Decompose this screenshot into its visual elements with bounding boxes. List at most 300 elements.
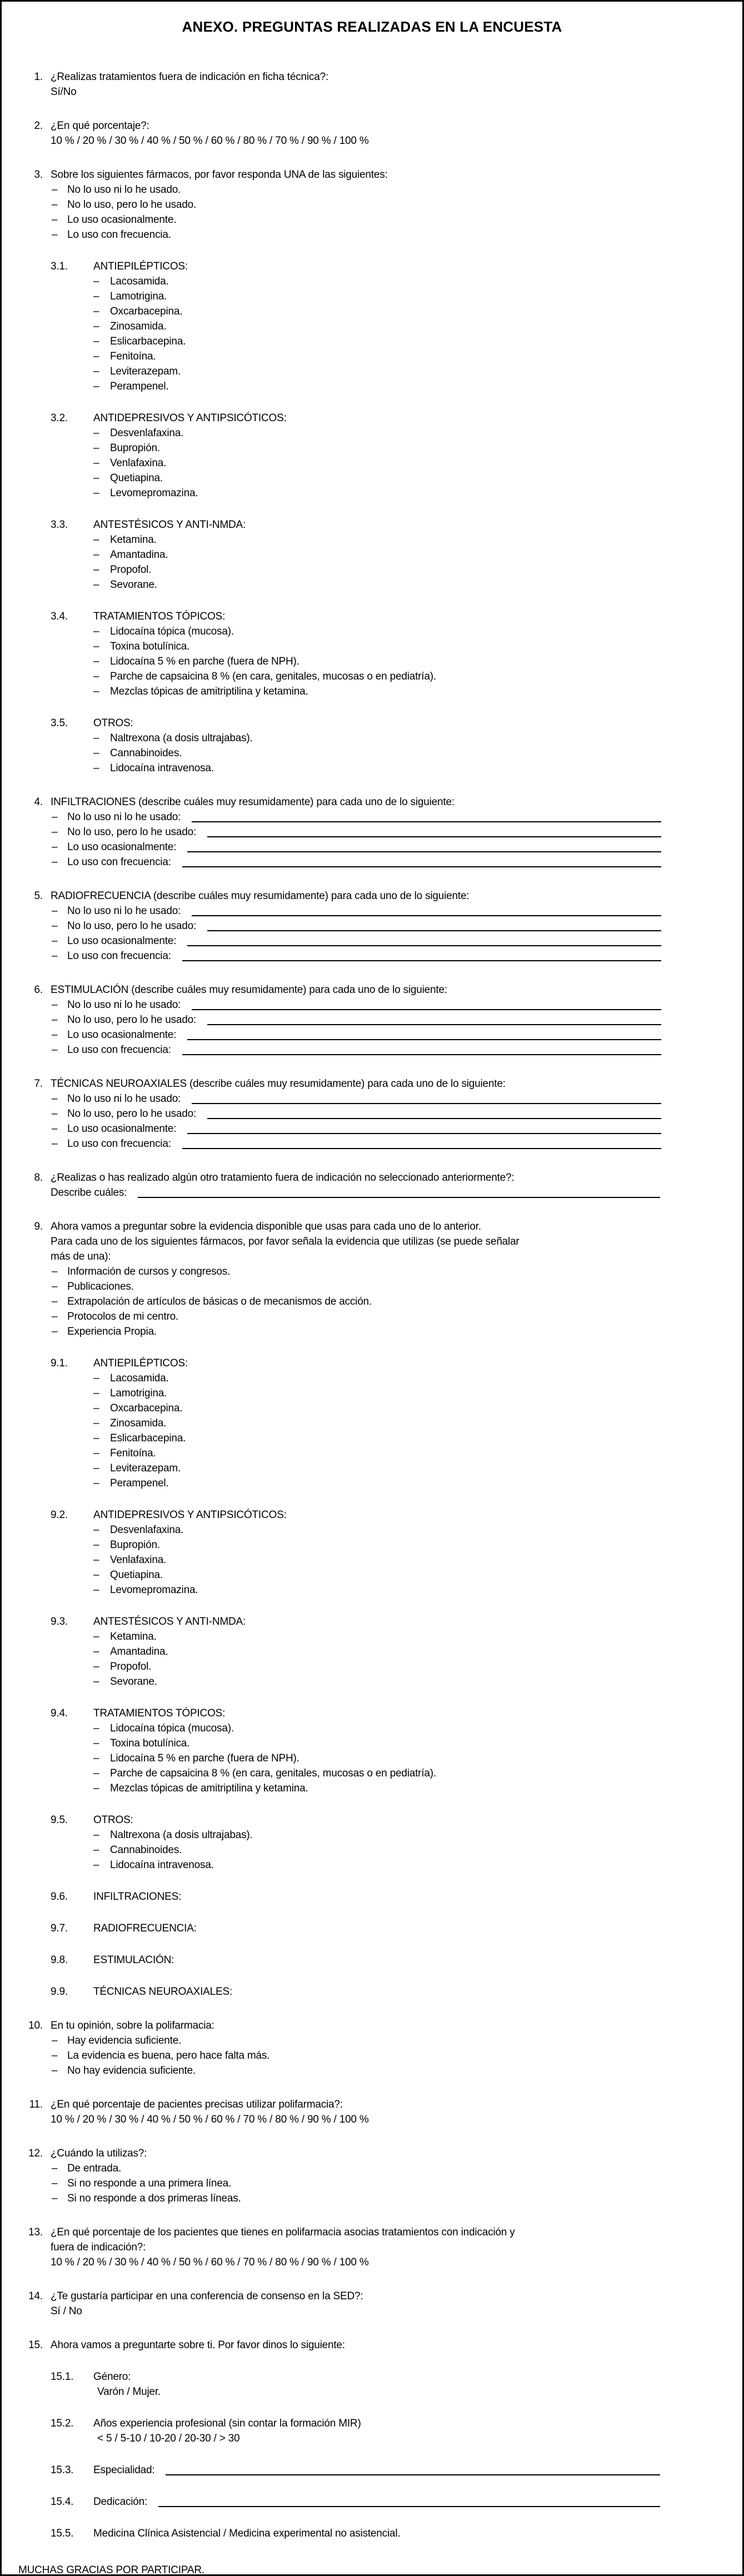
item-text: No lo uso ni lo he usado. <box>67 184 181 196</box>
dash-bullet: – <box>93 1646 99 1658</box>
dash-bullet: – <box>52 2163 58 2174</box>
dash-bullet: – <box>52 2193 58 2204</box>
question-row <box>2 795 742 870</box>
item-text: Venlafaxina. <box>110 457 167 469</box>
dash-bullet: – <box>52 1014 58 1026</box>
question-number: 14. <box>28 2290 43 2302</box>
list-item <box>52 197 742 212</box>
subsection-9-3 <box>51 1614 742 1689</box>
footer-text: MUCHAS GRACIAS POR PARTICIPAR. <box>18 2564 204 2576</box>
subsection-9-8 <box>51 1953 742 1968</box>
subsection-title: Especialidad: <box>93 2464 155 2476</box>
question-body <box>51 795 742 870</box>
subsection-title: Dedicación: <box>93 2496 148 2508</box>
dash-bullet: – <box>52 214 58 226</box>
item-text: Amantadina. <box>110 1646 168 1658</box>
list-item <box>93 486 742 501</box>
item-text: Información de cursos y congresos. <box>67 1266 231 1277</box>
subsection-number: 9.6. <box>51 1891 68 1903</box>
subsection-number: 3.5. <box>51 717 68 729</box>
dash-bullet: – <box>52 1296 58 1307</box>
dash-bullet: – <box>93 762 99 774</box>
question-body <box>51 2225 742 2270</box>
dash-bullet: – <box>93 1738 99 1749</box>
subsection-title: OTROS: <box>93 717 133 729</box>
dash-bullet: – <box>93 1402 99 1414</box>
dash-bullet: – <box>93 381 99 392</box>
list-item <box>52 2176 742 2191</box>
subsection-title: TÉCNICAS NEUROAXIALES: <box>93 1986 233 1998</box>
subsection-row <box>51 1921 660 1936</box>
subsection-number: 3.4. <box>51 611 68 622</box>
list-item <box>93 654 742 669</box>
dash-bullet: – <box>93 351 99 362</box>
item-text: Oxcarbacepina. <box>110 1402 183 1414</box>
list-item <box>93 1401 742 1416</box>
question-row <box>2 888 742 963</box>
subsection-row <box>51 1889 660 1904</box>
item-text: Levomepromazina. <box>110 1584 198 1596</box>
list-item <box>93 349 742 364</box>
list-item <box>93 426 742 441</box>
subsection-row <box>51 609 660 624</box>
item-text: Desvenlafaxina. <box>110 427 184 439</box>
question-number: 6. <box>34 984 43 996</box>
question-body <box>51 69 742 99</box>
subsection-9-6 <box>51 1889 742 1904</box>
list-item <box>93 1552 742 1567</box>
question-9 <box>2 1219 742 1999</box>
question-title: Sobre los siguientes fármacos, por favor responda UNA de las siguientes: <box>51 169 388 181</box>
dash-bullet: – <box>93 1676 99 1688</box>
list-item <box>52 1279 742 1294</box>
dash-bullet: – <box>52 2178 58 2189</box>
subsection-title: ANTIEPILÉPTICOS: <box>93 1357 188 1369</box>
subsection-title: ESTIMULACIÓN: <box>93 1954 174 1966</box>
dash-bullet: – <box>93 1783 99 1794</box>
questions-list <box>2 69 742 2541</box>
item-text: No hay evidencia suficiente. <box>67 2065 196 2076</box>
question-row <box>2 2289 742 2319</box>
item-text: Amantadina. <box>110 549 168 561</box>
dash-bullet: – <box>93 1569 99 1581</box>
item-text: Lidocaína tópica (mucosa). <box>110 1723 234 1734</box>
list-item <box>52 182 742 197</box>
subsection-9-4 <box>51 1706 742 1796</box>
item-text: Zinosamida. <box>110 321 167 332</box>
dash-bullet: – <box>93 671 99 682</box>
question-15 <box>2 2338 742 2541</box>
subsection-number: 3.2. <box>51 412 68 424</box>
item-text: Lacosamida. <box>110 1372 169 1384</box>
item-text: Perampenel. <box>110 381 169 392</box>
subsection-3-1 <box>51 259 742 394</box>
question-body <box>51 2338 742 2541</box>
fill-in-label: No lo uso, pero lo he usado: <box>67 826 197 838</box>
question-row <box>2 69 742 99</box>
dash-bullet: – <box>93 1417 99 1429</box>
item-text: Fenitoína. <box>110 1447 156 1459</box>
list-item <box>93 1766 742 1781</box>
question-row <box>2 1076 742 1151</box>
list-item <box>93 1721 742 1736</box>
item-text: Parche de capsaicina 8 % (en cara, genitales, mucosas o en pediatría). <box>110 671 436 682</box>
subsection-9-7 <box>51 1921 742 1936</box>
subsection-15-2 <box>51 2416 742 2446</box>
item-text: Sevorane. <box>110 579 157 591</box>
fill-in-row <box>51 1185 660 1200</box>
item-text: Lacosamida. <box>110 276 169 287</box>
subsection-title: Medicina Clínica Asistencial / Medicina experimental no asistencial. <box>93 2528 401 2539</box>
list-item <box>93 577 742 592</box>
question-number: 7. <box>34 1078 43 1090</box>
item-text: Hay evidencia suficiente. <box>67 2035 182 2046</box>
subsection-row <box>51 2526 660 2541</box>
list-item <box>93 669 742 684</box>
subsection-number: 9.1. <box>51 1357 68 1369</box>
subsection-number: 15.2. <box>51 2418 74 2429</box>
item-text: Propofol. <box>110 1661 152 1673</box>
subsection-3-5 <box>51 716 742 776</box>
question-number: 13. <box>28 2226 43 2238</box>
item-text: Levomepromazina. <box>110 487 198 499</box>
question-body <box>51 167 742 776</box>
item-text: Mezclas tópicas de amitriptilina y ketamina. <box>110 686 308 697</box>
list-item <box>52 2033 742 2048</box>
item-text: Ketamina. <box>110 1631 157 1643</box>
fill-in-row <box>52 1042 661 1057</box>
subsection-title: ANTIEPILÉPTICOS: <box>93 261 188 272</box>
answer-options: 10 % / 20 % / 30 % / 40 % / 50 % / 60 % / 70 % / 80 % / 90 % / 100 % <box>51 2257 369 2268</box>
subsection-number: 15.4. <box>51 2496 74 2508</box>
fill-in-line <box>187 851 661 852</box>
fill-in-label: Lo uso ocasionalmente: <box>67 841 177 853</box>
list-item <box>52 2191 742 2206</box>
item-text: Venlafaxina. <box>110 1554 167 1566</box>
subsection-row <box>51 1953 660 1968</box>
question-row <box>2 2146 742 2206</box>
dash-bullet: – <box>93 1723 99 1734</box>
question-row <box>2 118 742 148</box>
question-row <box>2 1219 742 1999</box>
fill-in-line <box>207 930 661 931</box>
dash-bullet: – <box>93 1539 99 1551</box>
fill-in-line <box>207 1117 661 1119</box>
list-item <box>93 1476 742 1491</box>
fill-in-line <box>182 1147 661 1149</box>
fill-in-row <box>52 810 661 825</box>
subsection-number: 9.5. <box>51 1814 68 1826</box>
list-item <box>52 1294 742 1309</box>
list-item <box>93 304 742 319</box>
dash-bullet: – <box>93 656 99 667</box>
fill-in-label: Lo uso ocasionalmente: <box>67 1029 177 1041</box>
question-title: ¿En qué porcentaje?: <box>51 120 149 132</box>
question-title: Para cada uno de los siguientes fármacos, por favor señala la evidencia que utilizas (se puede señalar <box>51 1236 520 1247</box>
item-text: Cannabinoides. <box>110 747 182 759</box>
fill-in-label: No lo uso ni lo he usado: <box>67 905 181 917</box>
dash-bullet: – <box>93 276 99 287</box>
item-text: Lidocaína intravenosa. <box>110 1859 214 1871</box>
dash-bullet: – <box>52 2035 58 2046</box>
question-body <box>51 888 742 963</box>
item-text: Si no responde a dos primeras líneas. <box>67 2193 241 2204</box>
item-text: Eslicarbacepina. <box>110 336 186 347</box>
fill-in-row <box>52 997 661 1012</box>
list-item <box>93 1371 742 1386</box>
fill-in-line <box>192 1102 661 1104</box>
dash-bullet: – <box>93 549 99 561</box>
fill-in-line <box>182 866 661 867</box>
subsection-number: 3.3. <box>51 519 68 531</box>
fill-in-label: Describe cuáles: <box>51 1187 127 1199</box>
dash-bullet: – <box>52 920 58 932</box>
list-item <box>93 761 742 776</box>
question-number: 12. <box>28 2148 43 2159</box>
list-item <box>93 746 742 761</box>
list-item <box>93 1386 742 1401</box>
fill-in-line <box>192 821 661 822</box>
fill-in-line <box>192 915 661 916</box>
item-text: Protocolos de mi centro. <box>67 1311 179 1322</box>
dash-bullet: – <box>93 442 99 454</box>
dash-bullet: – <box>52 1266 58 1277</box>
item-text: Leviterazepam. <box>110 366 181 377</box>
subsection-title: ANTESTÉSICOS Y ANTI-NMDA: <box>93 1616 246 1628</box>
subsection-title: INFILTRACIONES: <box>93 1891 182 1903</box>
list-item <box>52 2048 742 2063</box>
item-text: Ketamina. <box>110 534 157 546</box>
list-item <box>93 1659 742 1674</box>
question-2 <box>2 118 742 148</box>
dash-bullet: – <box>93 1829 99 1841</box>
item-text: Publicaciones. <box>67 1281 134 1292</box>
subsection-title: TRATAMIENTOS TÓPICOS: <box>93 611 226 622</box>
question-5 <box>2 888 742 963</box>
question-title: ¿Realizas tratamientos fuera de indicación en ficha técnica?: <box>51 71 329 83</box>
item-text: Quetiapina. <box>110 1569 163 1581</box>
dash-bullet: – <box>93 579 99 591</box>
fill-in-row <box>52 1106 661 1121</box>
list-item <box>93 532 742 547</box>
list-item <box>93 1674 742 1689</box>
item-text: Lidocaína 5 % en parche (fuera de NPH). <box>110 1753 299 1764</box>
fill-in-line <box>187 1132 661 1134</box>
list-item <box>93 1416 742 1431</box>
dash-bullet: – <box>52 905 58 917</box>
question-14 <box>2 2289 742 2319</box>
list-item <box>93 1843 742 1858</box>
fill-in-line <box>192 1009 661 1010</box>
dash-bullet: – <box>93 686 99 697</box>
dash-bullet: – <box>52 229 58 241</box>
fill-in-row <box>52 1012 661 1027</box>
answer-options: Sí/No <box>51 86 77 98</box>
subsection-row <box>51 1614 660 1629</box>
subsection-row <box>51 1706 660 1721</box>
question-number: 8. <box>34 1172 43 1184</box>
subsection-row <box>51 1813 660 1828</box>
dash-bullet: – <box>93 1661 99 1673</box>
fill-in-row <box>52 933 661 948</box>
question-body <box>51 2018 742 2078</box>
question-title: ¿Realizas o has realizado algún otro tratamiento fuera de indicación no seleccionado anteriormente?: <box>51 1172 515 1184</box>
item-text: Toxina botulínica. <box>110 1738 190 1749</box>
list-item <box>93 639 742 654</box>
fill-in-label: Lo uso ocasionalmente: <box>67 1123 177 1135</box>
list-item <box>93 1537 742 1552</box>
question-title: fuera de indicación?: <box>51 2241 146 2253</box>
list-item <box>93 379 742 394</box>
dash-bullet: – <box>52 841 58 853</box>
dash-bullet: – <box>93 747 99 759</box>
question-13 <box>2 2225 742 2270</box>
list-item <box>93 441 742 456</box>
item-text: Desvenlafaxina. <box>110 1524 184 1536</box>
item-text: No lo uso, pero lo he usado. <box>67 199 197 211</box>
item-text: Parche de capsaicina 8 % (en cara, genitales, mucosas o en pediatría). <box>110 1768 436 1779</box>
subsection-row <box>51 2463 660 2478</box>
fill-in-row <box>52 918 661 933</box>
fill-in-row <box>52 1091 661 1106</box>
dash-bullet: – <box>93 472 99 484</box>
dash-bullet: – <box>52 1044 58 1056</box>
item-text: Lo uso con frecuencia. <box>67 229 171 241</box>
fill-in-label: Lo uso con frecuencia: <box>67 950 171 962</box>
dash-bullet: – <box>93 1447 99 1459</box>
subsection-3-3 <box>51 517 742 592</box>
subsection-number: 9.3. <box>51 1616 68 1628</box>
subsection-row <box>51 1507 660 1522</box>
dash-bullet: – <box>93 1372 99 1384</box>
answer-options: Varón / Mujer. <box>97 2386 161 2398</box>
answer-options: < 5 / 5-10 / 10-20 / 20-30 / > 30 <box>97 2433 240 2444</box>
answer-options: 10 % / 20 % / 30 % / 40 % / 50 % / 60 % / 70 % / 80 % / 90 % / 100 % <box>51 2114 369 2125</box>
subsection-9-5 <box>51 1813 742 1873</box>
list-item <box>93 1751 742 1766</box>
list-item <box>93 274 742 289</box>
dash-bullet: – <box>93 1631 99 1643</box>
question-title: TÉCNICAS NEUROAXIALES (describe cuáles muy resumidamente) para cada uno de lo siguiente: <box>51 1078 506 1090</box>
list-item <box>93 456 742 471</box>
dash-bullet: – <box>93 1753 99 1764</box>
item-text: Sevorane. <box>110 1676 157 1688</box>
item-text: Lidocaína intravenosa. <box>110 762 214 774</box>
question-6 <box>2 982 742 1057</box>
fill-in-label: No lo uso ni lo he usado: <box>67 999 181 1011</box>
dash-bullet: – <box>93 1584 99 1596</box>
fill-in-line <box>182 1054 661 1055</box>
item-text: Bupropión. <box>110 442 160 454</box>
list-item <box>93 1582 742 1597</box>
fill-in-row <box>52 855 661 870</box>
item-text: Lamotrigina. <box>110 291 167 302</box>
fill-in-row <box>52 1136 661 1151</box>
fill-in-line <box>207 836 661 837</box>
dash-bullet: – <box>93 336 99 347</box>
fill-in-row <box>52 1121 661 1136</box>
subsection-number: 9.9. <box>51 1986 68 1998</box>
list-item <box>93 334 742 349</box>
subsection-row <box>51 517 660 532</box>
question-12 <box>2 2146 742 2206</box>
list-item <box>93 1828 742 1843</box>
question-row <box>2 2097 742 2127</box>
question-number: 2. <box>34 120 43 132</box>
dash-bullet: – <box>93 1462 99 1474</box>
fill-in-label: Lo uso con frecuencia: <box>67 1138 171 1150</box>
list-item <box>93 364 742 379</box>
question-body <box>51 982 742 1057</box>
list-item <box>52 227 742 242</box>
fill-in-label: No lo uso, pero lo he usado: <box>67 920 197 932</box>
dash-bullet: – <box>93 457 99 469</box>
question-title: En tu opinión, sobre la polifarmacia: <box>51 2020 214 2031</box>
item-text: Oxcarbacepina. <box>110 306 183 317</box>
dash-bullet: – <box>93 626 99 637</box>
list-item <box>93 1522 742 1537</box>
item-text: Lidocaína 5 % en parche (fuera de NPH). <box>110 656 299 667</box>
fill-in-line <box>207 1024 661 1025</box>
list-item <box>93 562 742 577</box>
list-item <box>93 1644 742 1659</box>
subsection-row <box>51 1984 660 1999</box>
subsection-3-4 <box>51 609 742 699</box>
dash-bullet: – <box>93 1768 99 1779</box>
question-title: ¿Te gustaría participar en una conferencia de consenso en la SED?: <box>51 2290 363 2302</box>
question-3 <box>2 167 742 776</box>
subsection-9-1 <box>51 1356 742 1491</box>
list-item <box>93 624 742 639</box>
fill-in-row <box>52 825 661 840</box>
question-row <box>2 982 742 1057</box>
dash-bullet: – <box>52 184 58 196</box>
question-number: 4. <box>34 796 43 808</box>
list-item <box>93 1736 742 1751</box>
item-text: Cannabinoides. <box>110 1844 182 1856</box>
subsection-number: 3.1. <box>51 261 68 272</box>
fill-in-label: No lo uso, pero lo he usado: <box>67 1108 197 1120</box>
dash-bullet: – <box>52 1029 58 1041</box>
question-body <box>51 2289 742 2319</box>
list-item <box>52 2063 742 2078</box>
dash-bullet: – <box>52 856 58 868</box>
dash-bullet: – <box>52 1108 58 1120</box>
dash-bullet: – <box>52 1123 58 1135</box>
subsection-number: 9.7. <box>51 1923 68 1934</box>
question-body <box>51 1170 742 1200</box>
question-10 <box>2 2018 742 2078</box>
fill-in-label: Lo uso con frecuencia: <box>67 856 171 868</box>
item-text: Quetiapina. <box>110 472 163 484</box>
list-item <box>93 1461 742 1476</box>
question-title: más de una): <box>51 1251 111 1262</box>
subsection-number: 15.1. <box>51 2371 74 2383</box>
question-title: ¿Cuándo la utilizas?: <box>51 2148 147 2159</box>
list-item <box>93 1446 742 1461</box>
dash-bullet: – <box>52 999 58 1011</box>
list-item <box>52 1309 742 1324</box>
list-item <box>93 1858 742 1873</box>
dash-bullet: – <box>52 2065 58 2076</box>
dash-bullet: – <box>52 1281 58 1292</box>
dash-bullet: – <box>52 935 58 947</box>
fill-in-line <box>138 1196 660 1198</box>
dash-bullet: – <box>93 427 99 439</box>
fill-in-label: No lo uso ni lo he usado: <box>67 811 181 823</box>
fill-in-label: Lo uso con frecuencia: <box>67 1044 171 1056</box>
subsection-number: 15.3. <box>51 2464 74 2476</box>
